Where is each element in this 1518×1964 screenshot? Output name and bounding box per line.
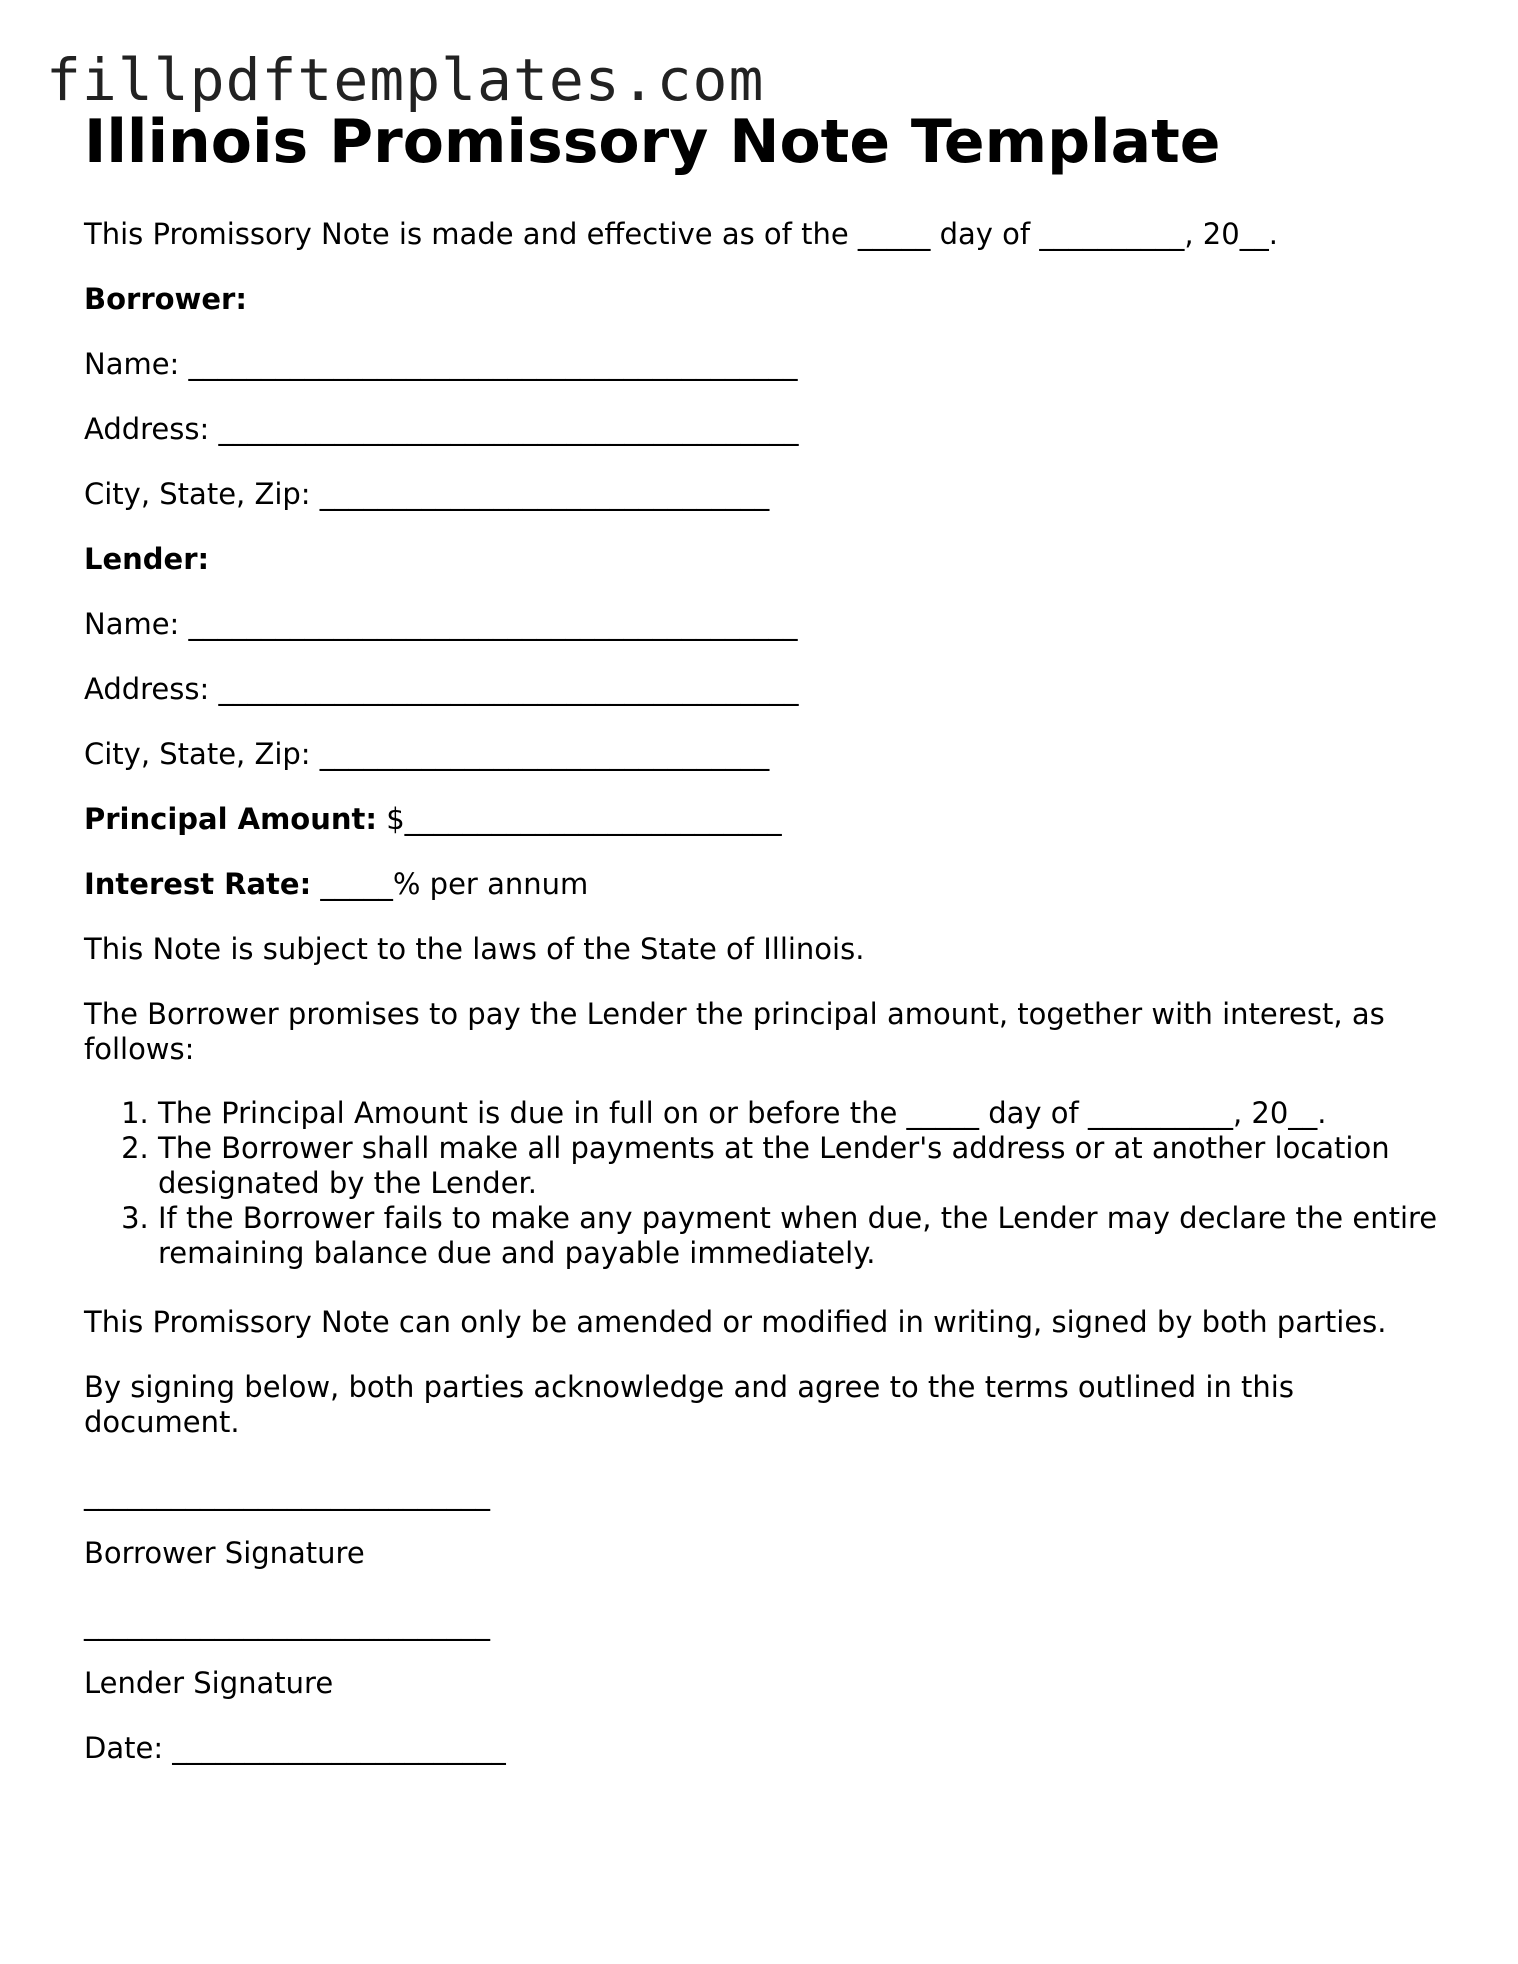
- interest-rate-field[interactable]: _____% per annum: [311, 867, 589, 901]
- lender-name-field[interactable]: Name: __________________________________________: [84, 607, 798, 641]
- list-item: 3. If the Borrower fails to make any payment when due, the Lender may declare the entire remaining balance due and payable immediately.: [158, 1201, 1498, 1271]
- date-field[interactable]: Date: _______________________: [84, 1731, 506, 1765]
- promise-text: The Borrower promises to pay the Lender the principal amount, together with interest, as follows:: [84, 997, 1385, 1066]
- lender-heading: Lender:: [84, 542, 210, 576]
- principal-amount-row: [84, 802, 782, 837]
- amendment-text: This Promissory Note can only be amended or modified in writing, signed by both parties.: [84, 1305, 1387, 1339]
- lender-city-field[interactable]: City, State, Zip: _______________________________: [84, 737, 770, 771]
- borrower-signature-label: Borrower Signature: [84, 1536, 365, 1570]
- interest-rate-label: Interest Rate:: [84, 867, 312, 901]
- lender-signature-label: Lender Signature: [84, 1666, 334, 1700]
- borrower-address-field[interactable]: Address: ________________________________________: [84, 412, 799, 446]
- intro-text: This Promissory Note is made and effective as of the _____ day of __________, 20__.: [84, 217, 1278, 251]
- lender-address-field[interactable]: Address: ________________________________________: [84, 672, 799, 706]
- borrower-city-field[interactable]: City, State, Zip: _______________________________: [84, 477, 770, 511]
- list-item: 2. The Borrower shall make all payments at the Lender's address or at another location designated by the Lender.: [158, 1131, 1498, 1201]
- borrower-heading: Borrower:: [84, 282, 247, 316]
- interest-rate-row: [84, 867, 588, 902]
- acknowledgement-text: By signing below, both parties acknowledge and agree to the terms outlined in this document.: [84, 1370, 1294, 1439]
- watermark: fillpdftemplates.com: [46, 46, 765, 114]
- document-title: Illinois Promissory Note Template: [84, 107, 1221, 177]
- borrower-name-field[interactable]: Name: __________________________________________: [84, 347, 798, 381]
- lender-signature-line[interactable]: ____________________________: [84, 1607, 490, 1641]
- terms-list: [84, 1096, 1498, 1271]
- list-item: 1. The Principal Amount is due in full on or before the _____ day of __________, 20__.: [158, 1096, 1498, 1131]
- principal-amount-field[interactable]: $__________________________: [376, 802, 782, 836]
- governing-law-text: This Note is subject to the laws of the State of Illinois.: [84, 932, 865, 966]
- principal-amount-label: Principal Amount:: [84, 802, 377, 836]
- borrower-signature-line[interactable]: ____________________________: [84, 1477, 490, 1511]
